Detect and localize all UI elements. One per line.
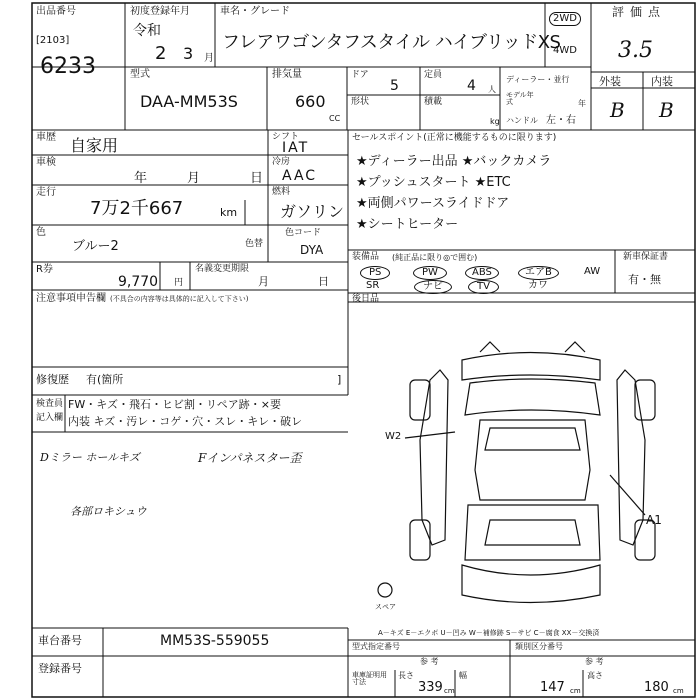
- handwritten-note-2: Fインパネスター歪: [198, 451, 302, 465]
- color-code-label: 色コード: [285, 228, 322, 238]
- model-name: フレアワゴンタフスタイル ハイブリッドXS: [222, 32, 561, 53]
- score-value: 3.5: [618, 38, 653, 63]
- equip-tv: TV: [468, 280, 499, 294]
- handwritten-note-3: 各部ロキシュウ: [70, 505, 147, 518]
- color-value: ブルー2: [72, 239, 119, 254]
- equip-sr: SR: [366, 280, 380, 291]
- color-code: DYA: [300, 243, 324, 257]
- mileage-label: 走行: [36, 187, 56, 198]
- history-value: 自家用: [70, 136, 119, 155]
- aircon-value: AAC: [282, 168, 318, 184]
- reg-month-unit: 月: [204, 53, 214, 64]
- damage-legend: A－キズ E－エクボ U－凹み W－補修跡 S－サビ C－腐食 XX－交換済: [378, 629, 600, 637]
- type-value: DAA-MM53S: [140, 92, 238, 111]
- equip-pw: PW: [413, 266, 447, 280]
- recycle-value: 9,770: [118, 274, 159, 290]
- interior-grade: B: [659, 98, 674, 122]
- seats-value: 4: [467, 78, 476, 94]
- doors-label: ドア: [351, 70, 369, 80]
- inspector-label-2: 記入欄: [36, 413, 64, 423]
- height-unit: cm: [673, 687, 684, 695]
- registration-label: 登録番号: [38, 662, 82, 675]
- notes-label: 注意事項申告欄: [36, 293, 106, 304]
- equip-leather: カワ: [528, 280, 548, 291]
- score-label: 評価点: [612, 5, 667, 19]
- shift-value: IAT: [282, 140, 310, 156]
- type-label: 型式: [130, 69, 150, 80]
- height-value: 180: [644, 680, 669, 695]
- reg-label: 初度登録年月: [130, 6, 190, 17]
- load-label: 積載: [424, 97, 443, 107]
- model-year-label: モデル年式: [506, 91, 534, 106]
- color-label: 色: [36, 227, 46, 238]
- repair-label: 修復歴: [36, 373, 69, 386]
- exterior-grade: B: [610, 98, 625, 122]
- equip-aw: AW: [584, 266, 601, 277]
- model-year-unit: 年: [578, 99, 586, 108]
- reg-era: 令和: [133, 23, 161, 39]
- handle-value: 左・右: [546, 115, 576, 126]
- shift-label: シフト: [272, 132, 300, 142]
- equipment-label: 装備品: [352, 252, 380, 262]
- equip-abs: ABS: [465, 266, 499, 280]
- width-label: 幅: [459, 671, 467, 680]
- fuel-label: 燃料: [272, 187, 291, 197]
- equip-airbag: エアB: [518, 266, 559, 280]
- displacement-unit: CC: [329, 114, 341, 123]
- inspector-row-1: FW・キズ・飛石・ヒビ割・リペア跡・×要: [68, 398, 281, 411]
- sales-point: ★シートヒーター: [356, 217, 459, 232]
- damage-mark-w2: W2: [385, 431, 402, 442]
- model-spec-label: 型式指定番号: [352, 642, 400, 651]
- inspector-row-2: 内装 キズ・汚レ・コゲ・穴・スレ・キレ・破レ: [68, 415, 303, 428]
- deadline-day: 日: [318, 275, 329, 288]
- new-warranty-value: 有・無: [628, 273, 661, 286]
- recycle-label: R券: [36, 264, 53, 275]
- doors-value: 5: [390, 78, 399, 94]
- inspection-label: 車検: [36, 157, 56, 168]
- lot-number: 6233: [40, 54, 96, 79]
- equipment-sub: (純正品に限り◎で囲む): [392, 253, 478, 262]
- inspection-year: 年: [134, 171, 148, 186]
- damage-mark-a1: A1: [646, 513, 662, 527]
- repair-close: ]: [337, 373, 342, 386]
- size-label: 車庫証明用 寸法: [352, 671, 387, 686]
- repair-value: 有(箇所: [86, 373, 124, 386]
- chassis-value: MM53S-559055: [160, 633, 270, 649]
- sales-points-label: セールスポイント(正常に機能するものに限ります): [352, 133, 557, 143]
- spare-label: スペア: [375, 603, 396, 611]
- seats-label: 定員: [424, 70, 443, 80]
- sales-point: ★両側パワースライドドア: [356, 196, 510, 211]
- displacement-label: 排気量: [272, 69, 302, 80]
- model-label: 車名・グレード: [220, 6, 290, 17]
- handle-label: ハンドル: [506, 116, 538, 125]
- length-value: 339: [418, 680, 443, 695]
- inspector-label-1: 検査員: [36, 399, 64, 409]
- dealer-label: ディーラー・並行: [506, 75, 570, 84]
- load-unit: kg: [490, 117, 500, 126]
- fuel-value: ガソリン: [280, 202, 345, 221]
- history-label: 車歴: [36, 132, 56, 143]
- drive-2wd: 2WD: [549, 12, 581, 26]
- deadline-label: 名義変更期限: [195, 264, 250, 274]
- drive-4wd: 4WD: [553, 45, 577, 56]
- category-label: 類別区分番号: [515, 642, 563, 651]
- category-ref: 参 考: [585, 657, 604, 666]
- length-unit: cm: [444, 687, 455, 695]
- lot-label: 出品番号: [36, 6, 76, 17]
- inspection-day: 日: [250, 171, 264, 186]
- inspection-month: 月: [187, 171, 201, 186]
- reg-month: 3: [183, 44, 194, 63]
- width-unit: cm: [570, 687, 581, 695]
- chassis-label: 車台番号: [38, 634, 82, 647]
- sales-point: ★ディーラー出品 ★バックカメラ: [356, 154, 552, 169]
- notes-sub: (不具合の内容等は具体的に記入して下さい): [110, 295, 249, 303]
- shape-label: 形状: [351, 97, 370, 107]
- color-change-label: 色替: [245, 239, 264, 249]
- exterior-label: 外装: [599, 75, 621, 88]
- lot-code: [2103]: [36, 35, 70, 46]
- displacement-value: 660: [295, 92, 326, 111]
- handwritten-note-1: Dミラー ホールキズ: [40, 451, 140, 464]
- mileage-unit: km: [220, 206, 238, 219]
- aircon-label: 冷房: [272, 157, 291, 167]
- equip-navi: ナビ: [414, 280, 452, 294]
- reg-year: 2: [155, 43, 167, 64]
- width-value: 147: [540, 680, 565, 695]
- deadline-month: 月: [258, 275, 269, 288]
- post-install-label: 後日品: [352, 294, 380, 304]
- interior-label: 内装: [651, 75, 673, 88]
- model-spec-ref: 参 考: [420, 657, 439, 666]
- recycle-unit: 円: [174, 278, 184, 288]
- new-warranty-label: 新車保証書: [623, 252, 669, 262]
- seats-unit: 人: [488, 85, 496, 94]
- sales-point: ★プッシュスタート ★ETC: [356, 175, 511, 190]
- length-label: 長さ: [398, 671, 414, 680]
- mileage-value: 7万2千667: [90, 198, 184, 219]
- height-label: 高さ: [587, 671, 603, 680]
- equip-ps: PS: [360, 266, 390, 280]
